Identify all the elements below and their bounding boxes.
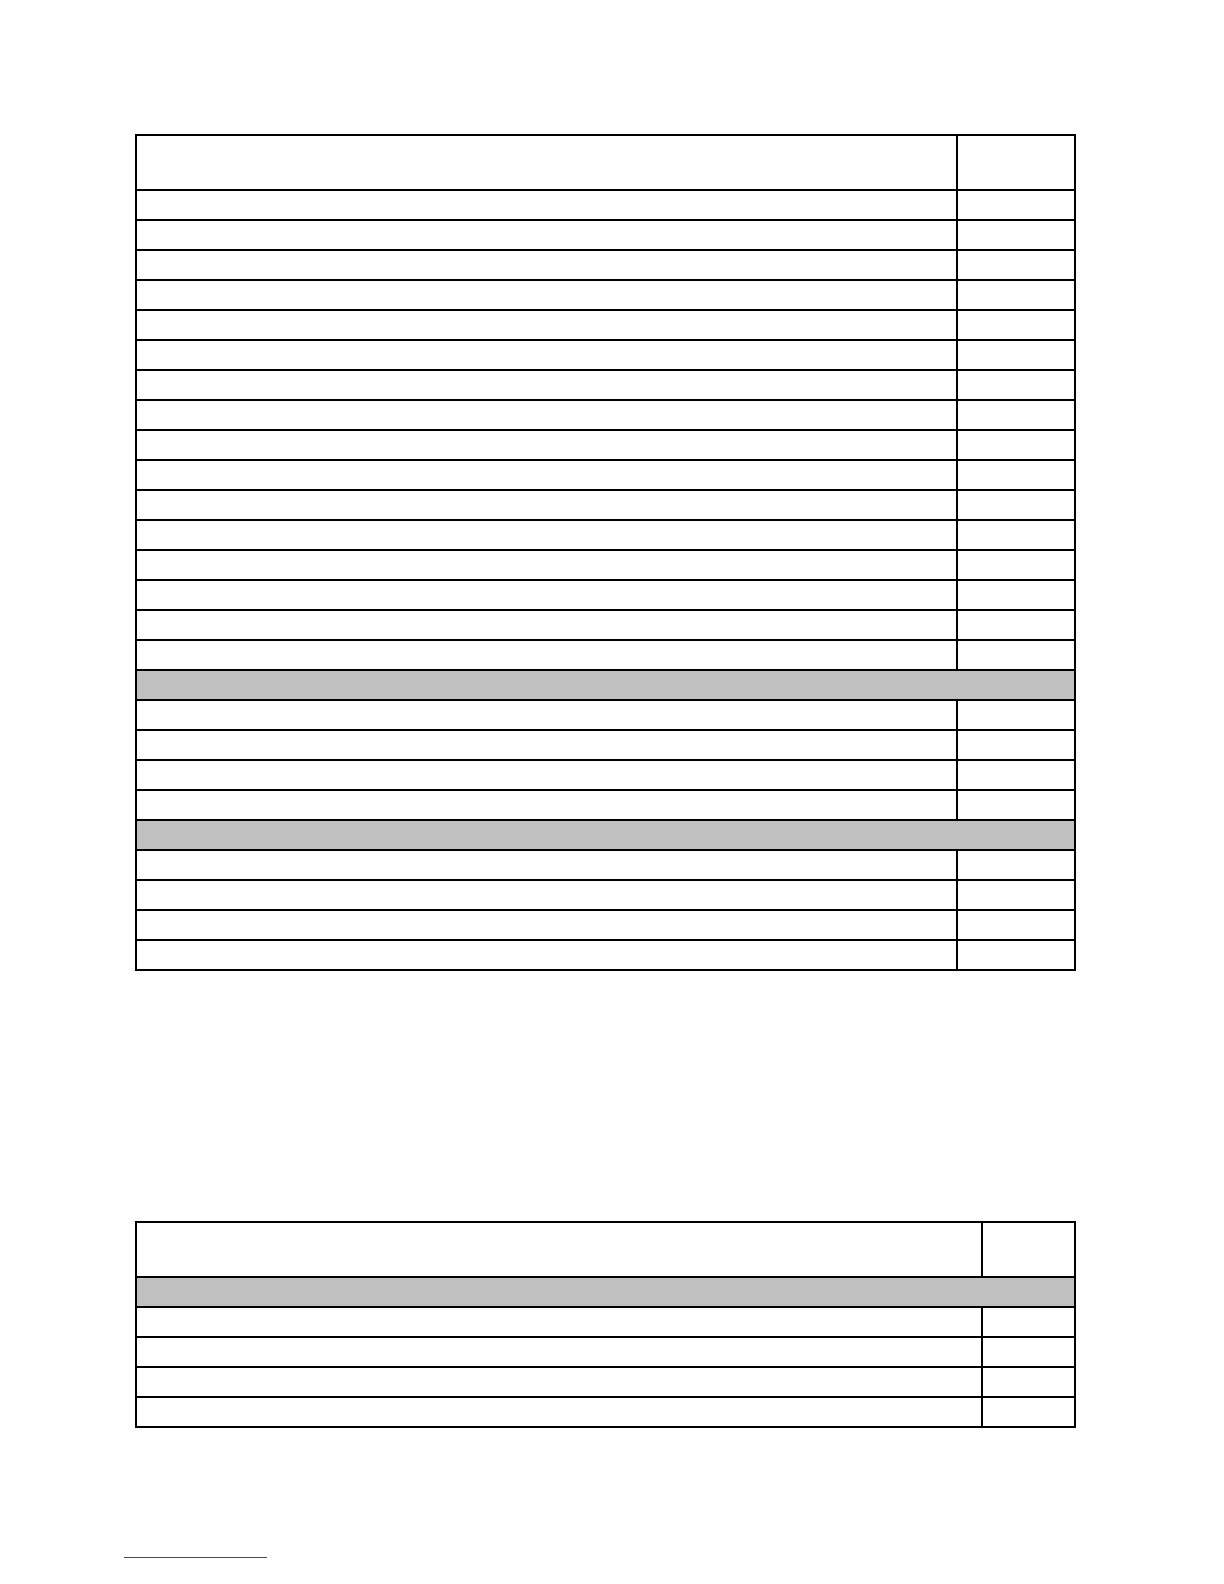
table-1-row-value: [956, 431, 1074, 459]
table-1-table-row: [137, 189, 1074, 219]
table-2-row-description: [137, 1398, 981, 1426]
table-1-row-value: [956, 581, 1074, 609]
table-1-table-row: [137, 339, 1074, 369]
table-1-row-description: [137, 251, 956, 279]
table-2-row-value: [981, 1338, 1074, 1366]
table-1-table-row: [137, 489, 1074, 519]
table-1-row-description: [137, 761, 956, 789]
table-1-table-row: [137, 909, 1074, 939]
table-1-row-value: [956, 311, 1074, 339]
table-1-table-row: [137, 219, 1074, 249]
table-1-row-value: [956, 551, 1074, 579]
table-1-row-value: [956, 371, 1074, 399]
table-1-header-description: [137, 136, 956, 189]
table-1-row-value: [956, 491, 1074, 519]
table-1-table-row: [137, 249, 1074, 279]
table-1-row-description: [137, 641, 956, 669]
table-2-header-description: [137, 1223, 981, 1276]
table-1-row-description: [137, 191, 956, 219]
table-1-row-description: [137, 911, 956, 939]
table-1-row-description: [137, 281, 956, 309]
table-1-row-description: [137, 821, 1074, 849]
table-1-row-description: [137, 401, 956, 429]
table-1-table-row: [137, 789, 1074, 819]
table-1-table-row: [137, 759, 1074, 789]
table-1-row-description: [137, 311, 956, 339]
table-2-table-row: [137, 1366, 1074, 1396]
table-1-row-description: [137, 521, 956, 549]
table-1-row-value: [956, 851, 1074, 879]
table-2-section-row: [137, 1276, 1074, 1306]
table-1-row-value: [956, 791, 1074, 819]
table-2-header-value: [981, 1223, 1074, 1276]
table-1-table-row: [137, 549, 1074, 579]
table-1-row-value: [956, 461, 1074, 489]
table-2-row-description: [137, 1338, 981, 1366]
table-2-row-value: [981, 1398, 1074, 1426]
table-1-table-row: [137, 459, 1074, 489]
table-2-table-row: [137, 1336, 1074, 1366]
table-1-table-row: [137, 879, 1074, 909]
table-1-row-value: [956, 731, 1074, 759]
table-1-row-value: [956, 281, 1074, 309]
table-1-table-row: [137, 429, 1074, 459]
table-1-row-value: [956, 251, 1074, 279]
table-1-row-value: [956, 191, 1074, 219]
table-1-row-value: [956, 401, 1074, 429]
table-1-row-description: [137, 941, 956, 969]
table-1-row-description: [137, 431, 956, 459]
table-2-table-row: [137, 1396, 1074, 1426]
table-1-table-row: [137, 309, 1074, 339]
table-1-row-value: [956, 221, 1074, 249]
table-1-row-description: [137, 881, 956, 909]
table-1-table-row: [137, 369, 1074, 399]
table-1-row-description: [137, 581, 956, 609]
table-1-row-description: [137, 791, 956, 819]
table-2-row-description: [137, 1368, 981, 1396]
table-1-row-description: [137, 371, 956, 399]
table-1-table-row: [137, 639, 1074, 669]
table-1-row-value: [956, 761, 1074, 789]
table-1-section-row: [137, 669, 1074, 699]
table-1-table-row: [137, 729, 1074, 759]
table-1-row-description: [137, 671, 1074, 699]
table-1-row-description: [137, 611, 956, 639]
table-2-header-row: [137, 1223, 1074, 1276]
table-2-row-value: [981, 1368, 1074, 1396]
table-1-row-description: [137, 341, 956, 369]
table-2-table-row: [137, 1306, 1074, 1336]
table-1-row-description: [137, 461, 956, 489]
table-1-header-row: [137, 136, 1074, 189]
table-1-row-value: [956, 641, 1074, 669]
table-1-table-row: [137, 849, 1074, 879]
form-table-1: [135, 134, 1076, 971]
table-1-row-description: [137, 851, 956, 879]
table-1-table-row: [137, 399, 1074, 429]
table-2-row-description: [137, 1308, 981, 1336]
table-1-row-value: [956, 341, 1074, 369]
table-1-table-row: [137, 519, 1074, 549]
table-1-table-row: [137, 609, 1074, 639]
table-1-row-description: [137, 731, 956, 759]
table-1-table-row: [137, 939, 1074, 969]
table-1-section-row: [137, 819, 1074, 849]
table-1-row-value: [956, 701, 1074, 729]
table-1-table-row: [137, 699, 1074, 729]
table-1-row-description: [137, 221, 956, 249]
table-2-row-value: [981, 1308, 1074, 1336]
footnote-separator: [124, 1557, 267, 1558]
form-table-2: [135, 1221, 1076, 1428]
table-1-row-description: [137, 701, 956, 729]
table-1-row-description: [137, 551, 956, 579]
table-1-row-value: [956, 941, 1074, 969]
table-2-row-description: [137, 1278, 1074, 1306]
table-1-row-value: [956, 521, 1074, 549]
table-1-row-value: [956, 881, 1074, 909]
table-1-row-value: [956, 911, 1074, 939]
table-1-table-row: [137, 579, 1074, 609]
table-1-table-row: [137, 279, 1074, 309]
table-1-row-description: [137, 491, 956, 519]
table-1-row-value: [956, 611, 1074, 639]
table-1-header-value: [956, 136, 1074, 189]
